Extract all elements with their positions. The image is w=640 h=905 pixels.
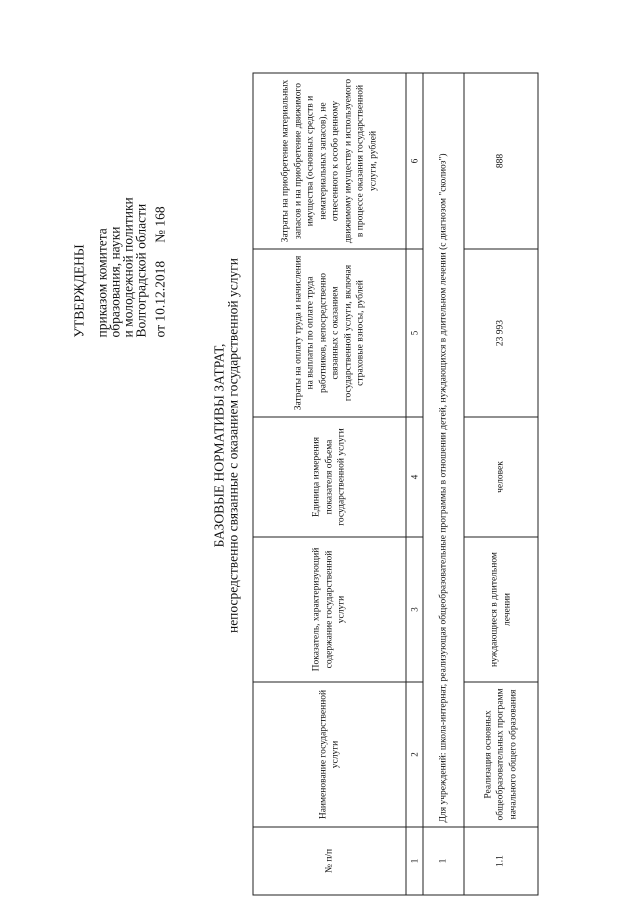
approval-date: от 10.12.2018 [152,260,167,337]
column-number: 6 [406,73,423,249]
column-number: 3 [406,537,423,682]
document-title [212,85,240,805]
header-cell: Наименование государственной услуги [253,682,406,827]
indicator: нуждающиеся в длительном лечении [464,537,538,682]
header-cell: Единица измерения показателя объема государственной услуги [253,417,406,537]
approval-line: приказом комитета [94,227,109,337]
column-number: 2 [406,682,423,827]
title-line-2: непосредственно связанные с оказанием государственной услуги [225,257,240,633]
table-row [464,73,538,895]
labor-cost: 23 993 [464,249,538,417]
institution-row [423,73,464,895]
header-row [253,73,406,895]
approval-title: УТВЕРЖДЕНЫ [71,243,86,337]
title-line-1: БАЗОВЫЕ НОРМАТИВЫ ЗАТРАТ, [211,343,226,547]
column-number: 5 [406,249,423,417]
row-number: 1.1 [464,827,538,895]
unit: человек [464,417,538,537]
approval-number: № 168 [152,205,167,243]
approval-line: и молодежной политики [120,196,135,337]
header-cell: Затраты на приобретение материальных запасов и на приобретение движимого имущества (основных средств и нематериальных запасов), не отнесенного к особо ценному движимому имуществу и используемого в процессе оказания государственной услуги, рублей [253,73,406,249]
header-cell: Затраты на оплату труда и начисления на выплаты по оплате труда работников, непосредственно связанных с оказанием государственной услуги, включая страховые взносы, рублей [253,249,406,417]
institution-number: 1 [423,827,464,895]
header-cell: Показатель, характеризующий содержание государственной услуги [253,537,406,682]
institution-description: Для учреждений: школа-интернат, реализующая общеобразовательные программы в отношении детей, нуждающихся в длительном лечении (с диагнозом "сколиоз") [423,73,464,827]
service-name: Реализация основных общеобразовательных программ начального общего образования [464,682,538,827]
header-cell: № п/п [253,827,406,895]
column-number-row [406,73,423,895]
approval-block [72,17,166,337]
column-number: 1 [406,827,423,895]
column-number: 4 [406,417,423,537]
material-cost: 888 [464,73,538,249]
norms-table [252,72,538,895]
approval-line: Волгоградской области [133,203,148,337]
approval-date-line [153,17,166,337]
approval-line: образования, науки [107,225,122,337]
